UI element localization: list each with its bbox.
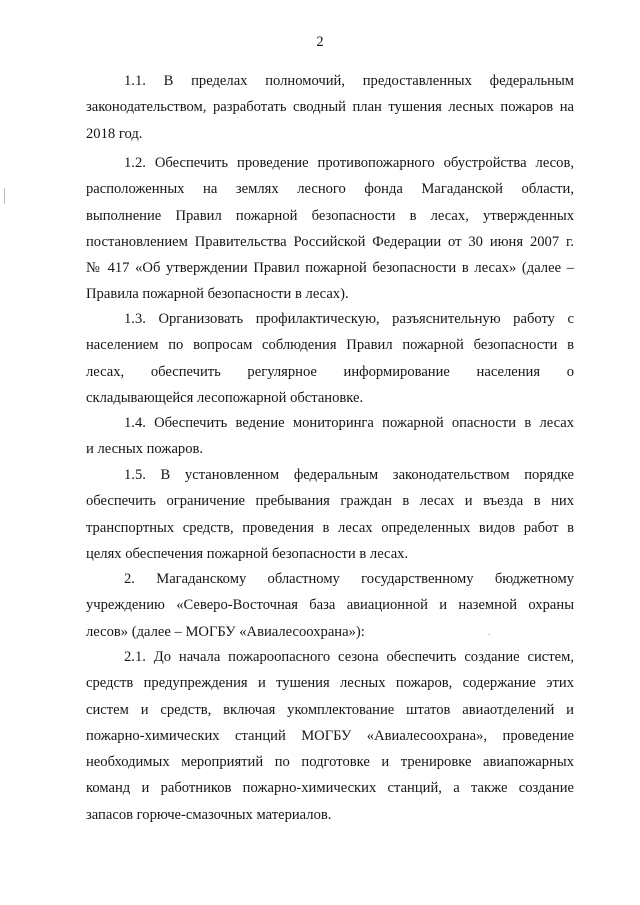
paragraph-line: населением по вопросам соблюдения Правил пожарной безопасности в — [86, 337, 574, 354]
paragraph — [86, 410, 574, 463]
paragraph-line: складывающейся лесопожарной обстановке. — [86, 389, 364, 406]
paragraph-line: 2. Магаданскому областному государственному бюджетному — [124, 571, 574, 587]
paragraph — [86, 150, 574, 308]
paragraph — [86, 644, 574, 828]
paragraph-line: запасов горюче-смазочных материалов. — [86, 806, 332, 823]
paragraph-line: 1.1. В пределах полномочий, предоставленных федеральным — [124, 73, 574, 89]
paragraph-line: средств предупреждения и тушения лесных пожаров, содержание этих — [86, 675, 574, 692]
paragraph-line: учреждению «Северо-Восточная база авиационной и наземной охраны — [86, 597, 574, 614]
paragraph-line: 2018 год. — [86, 125, 143, 142]
paragraph — [86, 306, 574, 411]
paragraph-line: Правила пожарной безопасности в лесах). — [86, 286, 349, 303]
paragraph-line: необходимых мероприятий по подготовке и тренировке авиапожарных — [86, 754, 574, 771]
paragraph-line: 1.4. Обеспечить ведение мониторинга пожарной опасности в лесах — [124, 415, 574, 431]
paragraph-line: целях обеспечения пожарной безопасности в лесах. — [86, 545, 409, 562]
paragraph-line: 1.5. В установленном федеральным законодательством порядке — [124, 467, 574, 483]
paragraph-line: лесах, обеспечить регулярное информирование населения о — [86, 363, 574, 380]
paragraph-line: законодательством, разработать сводный план тушения лесных пожаров на — [86, 99, 574, 116]
paragraph-line: 1.3. Организовать профилактическую, разъяснительную работу с — [124, 311, 574, 327]
scan-margin-mark — [4, 188, 5, 204]
paragraph-line: постановлением Правительства Российской Федерации от 30 июня 2007 г. — [86, 233, 574, 250]
paragraph-line: выполнение Правил пожарной безопасности в лесах, утвержденных — [86, 207, 574, 224]
paragraph-line: расположенных на землях лесного фонда Магаданской области, — [86, 181, 574, 198]
paragraph-line: команд и работников пожарно-химических станций, а также создание — [86, 780, 574, 797]
paragraph-line: систем и средств, включая укомплектование штатов авиаотделений и — [86, 701, 574, 718]
paragraph-line: обеспечить ограничение пребывания граждан в лесах и въезда в них — [86, 493, 574, 510]
paragraph-line: лесов» (далее – МОГБУ «Авиалесоохрана»): — [86, 623, 365, 640]
paragraph-line: пожарно-химических станций МОГБУ «Авиалесоохрана», проведение — [86, 727, 574, 744]
paragraph-line: № 417 «Об утверждении Правил пожарной безопасности в лесах» (далее – — [86, 260, 574, 277]
paragraph — [86, 566, 574, 645]
page-number: 2 — [316, 34, 324, 50]
paragraph-line: 2.1. До начала пожароопасного сезона обеспечить создание систем, — [124, 649, 574, 665]
paragraph-line: и лесных пожаров. — [86, 441, 204, 458]
paragraph-line: транспортных средств, проведения в лесах определенных видов работ в — [86, 519, 574, 536]
paragraph — [86, 462, 574, 567]
paragraph — [86, 68, 574, 147]
paragraph-line: 1.2. Обеспечить проведение противопожарного обустройства лесов, — [124, 155, 574, 171]
